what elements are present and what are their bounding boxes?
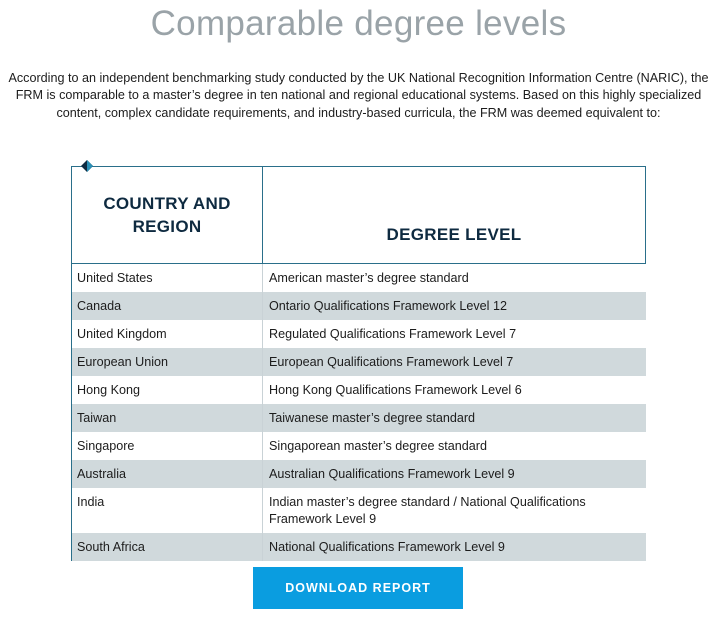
- country-cell: European Union: [72, 348, 263, 376]
- degree-level-cell: Taiwanese master’s degree standard: [263, 404, 646, 432]
- page-title: Comparable degree levels: [150, 4, 567, 43]
- degree-table: [71, 166, 646, 561]
- country-cell: Singapore: [72, 432, 263, 460]
- country-cell: India: [72, 488, 263, 533]
- table-row: [72, 348, 646, 376]
- table-row: [72, 533, 646, 561]
- degree-level-cell: Hong Kong Qualifications Framework Level 6: [269, 383, 522, 397]
- country-cell: United States: [72, 264, 263, 293]
- intro-paragraph: According to an independent benchmarking study conducted by the UK National Recognition Information Centre (NARIC), the FRM is comparable to a master’s degree in ten national and regional educational systems. Based on this highly specialized content, complex candidate requirements, and industry-based curricula, the FRM was deemed equivalent to:: [8, 71, 709, 120]
- table-body: [72, 264, 646, 562]
- header-degree-level: DEGREE LEVEL: [263, 167, 646, 264]
- download-report-button[interactable]: DOWNLOAD REPORT: [253, 567, 463, 609]
- table-row: [72, 264, 646, 293]
- country-cell: South Africa: [72, 533, 263, 561]
- degree-level-cell: Indian master’s degree standard / National Qualifications Framework Level 9: [269, 495, 586, 526]
- country-cell: United Kingdom: [72, 320, 263, 348]
- degree-level-cell: American master’s degree standard: [269, 271, 469, 285]
- table-header-row: [72, 167, 646, 264]
- table-row: [72, 432, 646, 460]
- table-row: [72, 488, 646, 533]
- header-country-region: COUNTRY AND REGION: [72, 167, 263, 264]
- degree-level-cell: Singaporean master’s degree standard: [269, 439, 487, 453]
- degree-level-cell: Regulated Qualifications Framework Level 7: [269, 327, 517, 341]
- table-row: [72, 320, 646, 348]
- country-cell: Hong Kong: [72, 376, 263, 404]
- degree-level-cell: National Qualifications Framework Level 9: [263, 533, 646, 561]
- degree-table-container: [71, 166, 645, 561]
- diamond-icon: [81, 160, 93, 172]
- table-row: [72, 460, 646, 488]
- degree-level-cell: Ontario Qualifications Framework Level 12: [263, 292, 646, 320]
- degree-level-cell: European Qualifications Framework Level 7: [263, 348, 646, 376]
- table-row: [72, 376, 646, 404]
- country-cell: Australia: [72, 460, 263, 488]
- table-row: [72, 292, 646, 320]
- country-cell: Canada: [72, 292, 263, 320]
- degree-level-cell: Australian Qualifications Framework Level 9: [263, 460, 646, 488]
- country-cell: Taiwan: [72, 404, 263, 432]
- table-row: [72, 404, 646, 432]
